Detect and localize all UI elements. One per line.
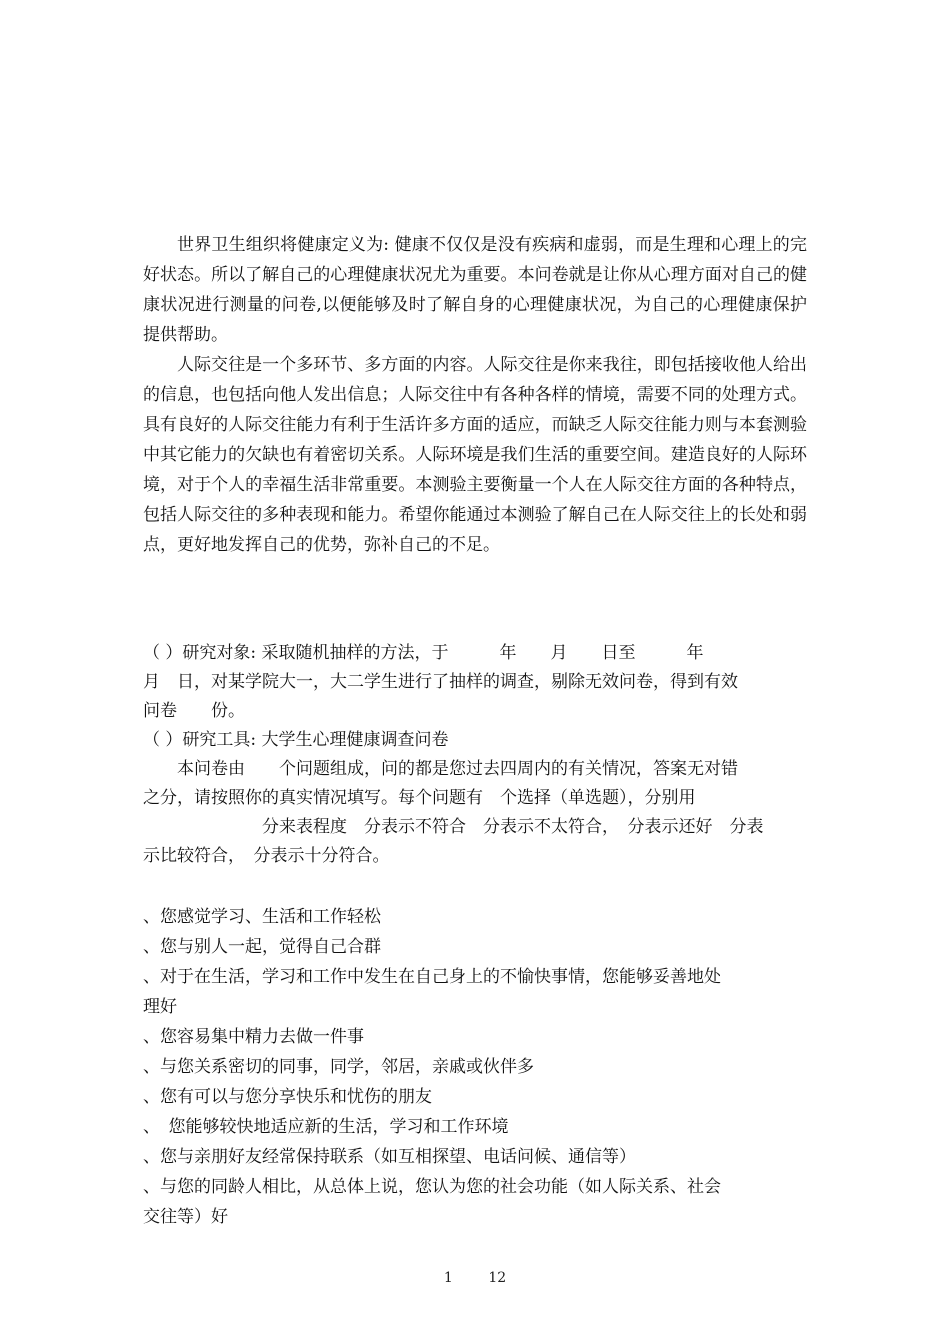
method-line-4: （ ）研究工具: 大学生心理健康调查问卷 bbox=[143, 730, 449, 750]
question-line: 交往等）好 bbox=[143, 1207, 228, 1227]
method-line-2: 月 日，对某学院大一，大二学生进行了抽样的调查，剔除无效问卷，得到有效 bbox=[143, 672, 738, 692]
page-number: 1 bbox=[443, 1270, 453, 1286]
question-line: 、您与亲朋好友经常保持联系（如互相探望、电话问候、通信等） bbox=[143, 1147, 636, 1167]
question-line: 、您与别人一起，觉得自己合群 bbox=[143, 937, 381, 957]
intro-paragraph-1: 世界卫生组织将健康定义为: 健康不仅仅是没有疾病和虚弱，而是生理和心理上的完好状态。所以了解自己的心理健康状况尤为重要。本问卷就是让你从心理方面对自己的健康状况进行测量的问卷,以便能够及时了解自身的心理健康状况，为自己的心理健康保护提供帮助。 bbox=[143, 235, 807, 345]
instructions-line-4: 示比较符合， 分表示十分符合。 bbox=[143, 846, 390, 866]
question-line: 、与您关系密切的同事，同学，邻居，亲戚或伙伴多 bbox=[143, 1057, 534, 1077]
question-line: 、您容易集中精力去做一件事 bbox=[143, 1027, 364, 1047]
question-list bbox=[143, 902, 807, 1232]
instructions-line-1: 本问卷由 个问题组成，问的都是您过去四周内的有关情况，答案无对错 bbox=[177, 759, 738, 779]
question-line: 理好 bbox=[143, 997, 177, 1017]
page-footer bbox=[0, 1270, 950, 1286]
intro-text bbox=[143, 230, 807, 560]
question-line: 、您有可以与您分享快乐和忧伤的朋友 bbox=[143, 1087, 432, 1107]
instructions-line-3: 分来表程度 分表示不符合 分表示不太符合， 分表示还好 分表 bbox=[143, 817, 764, 837]
page-total: 12 bbox=[488, 1270, 507, 1286]
method-line-1: （ ）研究对象: 采取随机抽样的方法，于 年 月 日至 年 bbox=[143, 643, 704, 663]
instructions-line-2: 之分，请按照你的真实情况填写。每个问题有 个选择（单选题），分别用 bbox=[143, 788, 696, 808]
question-line: 、对于在生活，学习和工作中发生在自己身上的不愉快事情，您能够妥善地处 bbox=[143, 967, 721, 987]
method-text bbox=[143, 639, 807, 871]
method-line-3: 问卷 份。 bbox=[143, 701, 245, 721]
question-line: 、与您的同龄人相比，从总体上说，您认为您的社会功能（如人际关系、社会 bbox=[143, 1177, 721, 1197]
intro-paragraph-2: 人际交往是一个多环节、多方面的内容。人际交往是你来我往，即包括接收他人给出的信息，也包括向他人发出信息；人际交往中有各种各样的情境，需要不同的处理方式。具有良好的人际交往能力有利于生活许多方面的适应，而缺乏人际交往能力则与本套测验中其它能力的欠缺也有着密切关系。人际环境是我们生活的重要空间。建造良好的人际环境，对于个人的幸福生活非常重要。本测验主要衡量一个人在人际交往方面的各种特点，包括人际交往的多种表现和能力。希望你能通过本测验了解自己在人际交往上的长处和弱点，更好地发挥自己的优势，弥补自己的不足。 bbox=[143, 355, 807, 555]
question-line: 、您感觉学习、生活和工作轻松 bbox=[143, 907, 381, 927]
question-line: 、 您能够较快地适应新的生活，学习和工作环境 bbox=[143, 1117, 509, 1137]
